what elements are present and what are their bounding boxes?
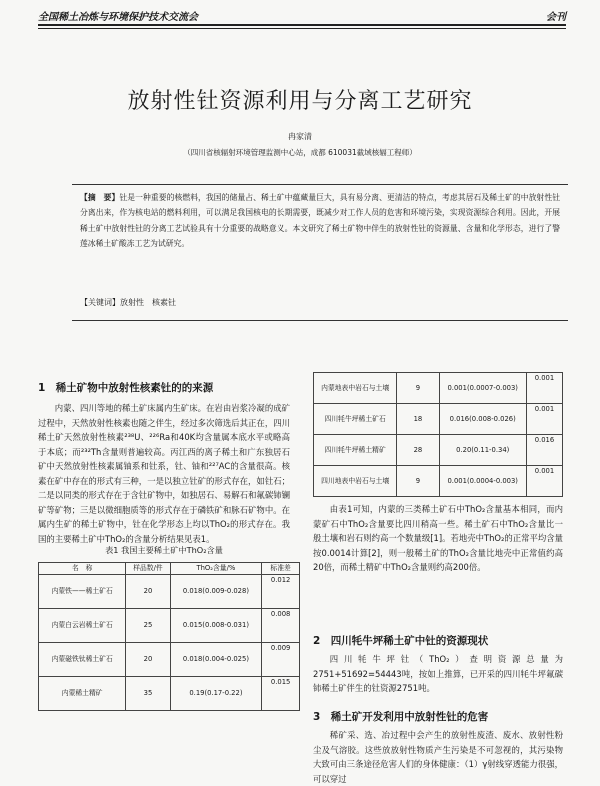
table-1-caption: 表1 我国主要稀土矿中ThO₂含量 <box>105 545 223 555</box>
header-journal-label: 会刊 <box>546 12 566 23</box>
section-2-paragraph: 四川牦牛坪钍（ThO₂）查明资源总量为2751+51692=54443吨，按如上推算，已开采的四川牦牛坪氟碳铈稀土矿伴生的钍资源2751吨。 <box>313 654 563 693</box>
section-3-paragraph: 稀矿采、选、冶过程中会产生的放射性废渣、废水、放射性粉尘及气溶胶。这些放放射性物质产生污染是不可忽视的，其污染物大致可由三条途径危害人们的身体健康：（1）γ射线穿透能力很强，可以穿过 <box>313 730 563 784</box>
table-cell: 四川牦牛坪稀土精矿 <box>314 435 397 466</box>
header-rule-thin <box>38 28 566 29</box>
table-cell: 0.012 <box>262 575 300 609</box>
table-cell: 0.001(0.0004-0.003) <box>439 466 526 497</box>
table-1-header-name: 名 称 <box>39 563 126 575</box>
running-header <box>38 8 566 24</box>
abstract-top-rule <box>72 184 568 185</box>
table-cell: 9 <box>397 466 439 497</box>
section-3-body <box>313 728 563 784</box>
table-cell: 0.20(0.11-0.34) <box>439 435 526 466</box>
table-cell: 0.001(0.0007-0.003) <box>439 373 526 404</box>
table-1 <box>38 562 300 711</box>
section-1-body <box>38 401 290 546</box>
header-rule <box>38 24 566 26</box>
table-cell: 0.008 <box>262 609 300 643</box>
table-cell: 四川牦牛坪稀土矿石 <box>314 404 397 435</box>
table-cell: 内蒙稀土精矿 <box>39 677 126 711</box>
table-cell: 20 <box>126 575 170 609</box>
table-cell: 0.016(0.008-0.026) <box>439 404 526 435</box>
table-row <box>314 404 563 435</box>
table-cell: 0.001 <box>526 404 562 435</box>
table-1-continued <box>313 372 563 497</box>
table-discussion-paragraph: 由表1可知，内蒙的三类稀土矿石中ThO₂含量基本相同，而内蒙矿石中ThO₂含量要比四川稍高一些。稀土矿石中ThO₂含量比一般土壤和岩石则约高一个数量级[1]。若地壳中ThO₂的正常平均含量按0.0014计算[2]，则一般稀土矿的ThO₂含量比地壳中正常值约高20倍，而稀土精矿中ThO₂含量则约高200倍。 <box>313 504 563 572</box>
section-1-heading: 1 稀土矿物中放射性核素钍的的来源 <box>38 382 214 394</box>
table-cell: 0.015 <box>262 677 300 711</box>
table-cell: 18 <box>397 404 439 435</box>
table-cell: 25 <box>126 609 170 643</box>
abstract-label: 【摘 要】 <box>80 193 120 202</box>
table-row <box>314 466 563 497</box>
table-1-header-row <box>39 563 300 575</box>
table-cell: 20 <box>126 643 170 677</box>
table-cell: 0.001 <box>526 466 562 497</box>
table-cell: 0.19(0.17-0.22) <box>170 677 262 711</box>
header-conference-name: 全国稀土冶炼与环境保护技术交流会 <box>38 12 198 23</box>
table-discussion <box>313 502 563 575</box>
section-2-body <box>313 652 563 696</box>
section-2-heading: 2 四川牦牛坪稀土矿中钍的资源现状 <box>313 635 489 647</box>
table-cell: 35 <box>126 677 170 711</box>
table-cell: 9 <box>397 373 439 404</box>
keywords-text: 放射性 核素钍 <box>120 298 176 307</box>
table-row <box>39 643 300 677</box>
table-1-header-count: 样品数/件 <box>126 563 170 575</box>
table-cell: 28 <box>397 435 439 466</box>
table-cell: 内蒙白云岩稀土矿石 <box>39 609 126 643</box>
table-cell: 四川地表中岩石与土壤 <box>314 466 397 497</box>
table-cell: 0.015(0.008-0.031) <box>170 609 262 643</box>
table-1-header-stddev: 标准差 <box>262 563 300 575</box>
author-affiliation: （四川省核辐射环境管理监测中心站，成都 610031截域核辐工程师） <box>183 148 417 157</box>
table-row <box>39 609 300 643</box>
table-row <box>39 575 300 609</box>
table-row <box>314 373 563 404</box>
table-cell: 0.001 <box>526 373 562 404</box>
table-cell: 内蒙地表中岩石与土壤 <box>314 373 397 404</box>
table-cell: 内蒙铁——稀土矿石 <box>39 575 126 609</box>
section-1-paragraph: 内蒙、四川等地的稀土矿床属内生矿床。在岩由岩浆冷凝的成矿过程中，天然放射性核素也随之伴生，经过多次筛选后其正在，四川稀土矿天然放射性核素²³⁸U、²²⁶Ra和40K均含量属本底水平或略高于本底；而²³²Th含量则普遍较高。丙江西的离子稀土和广东独居石矿中天然放射性核素属铀系和钍系，钍、铀和²²⁷AC的含量很高。核素在矿中存在的形式有三种，一是以独立钍矿的形式存在，如钍石；二是以同类的形式存在于含钍矿物中，如独居石、易解石和氟碳铈镧矿等矿物；三是以微细胞质等的形式存在于磷铁矿和脉石矿物中。在属内生矿的稀土矿物中，钍在化学形态上均以ThO₂的形式存在。我国的主要稀土矿中ThO₂的含量分析结果见表1。 <box>38 403 290 544</box>
table-cell: 0.018(0.009-0.028) <box>170 575 262 609</box>
table-row <box>314 435 563 466</box>
abstract-text: 钍是一种重要的核燃料，我国的储量占、稀土矿中蕴藏量巨大，具有易分离、更清洁的特点，考虑其居石及稀土矿的中放射性钍分离出来，作为核电站的燃料利用，可以满足我国核电的长期需要，既减少对工作人员的危害和环境污染，实现资源综合利用。因此，开展稀土矿中放射性钍的分离工艺试验具有十分重要的战略意义。本文研究了稀土矿物中伴生的放射性钍的资源量、含量和化学形态，进行了警莲冰稀土矿酸冻工艺为试研究。 <box>80 193 561 248</box>
section-3-heading: 3 稀土矿开发利用中放射性钍的危害 <box>313 711 489 723</box>
table-row <box>39 677 300 711</box>
keywords <box>80 297 176 308</box>
table-cell: 0.016 <box>526 435 562 466</box>
table-1-header-content: ThO₂含量/% <box>170 563 262 575</box>
abstract <box>80 190 560 251</box>
keywords-label: 【关键词】 <box>80 298 120 307</box>
table-cell: 0.018(0.004-0.025) <box>170 643 262 677</box>
author-name: 冉家清 <box>288 132 312 141</box>
abstract-bottom-rule <box>72 320 568 321</box>
table-cell: 0.009 <box>262 643 300 677</box>
paper-title: 放射性钍资源利用与分离工艺研究 <box>127 89 473 114</box>
table-cell: 内蒙磁铁钛稀土矿石 <box>39 643 126 677</box>
